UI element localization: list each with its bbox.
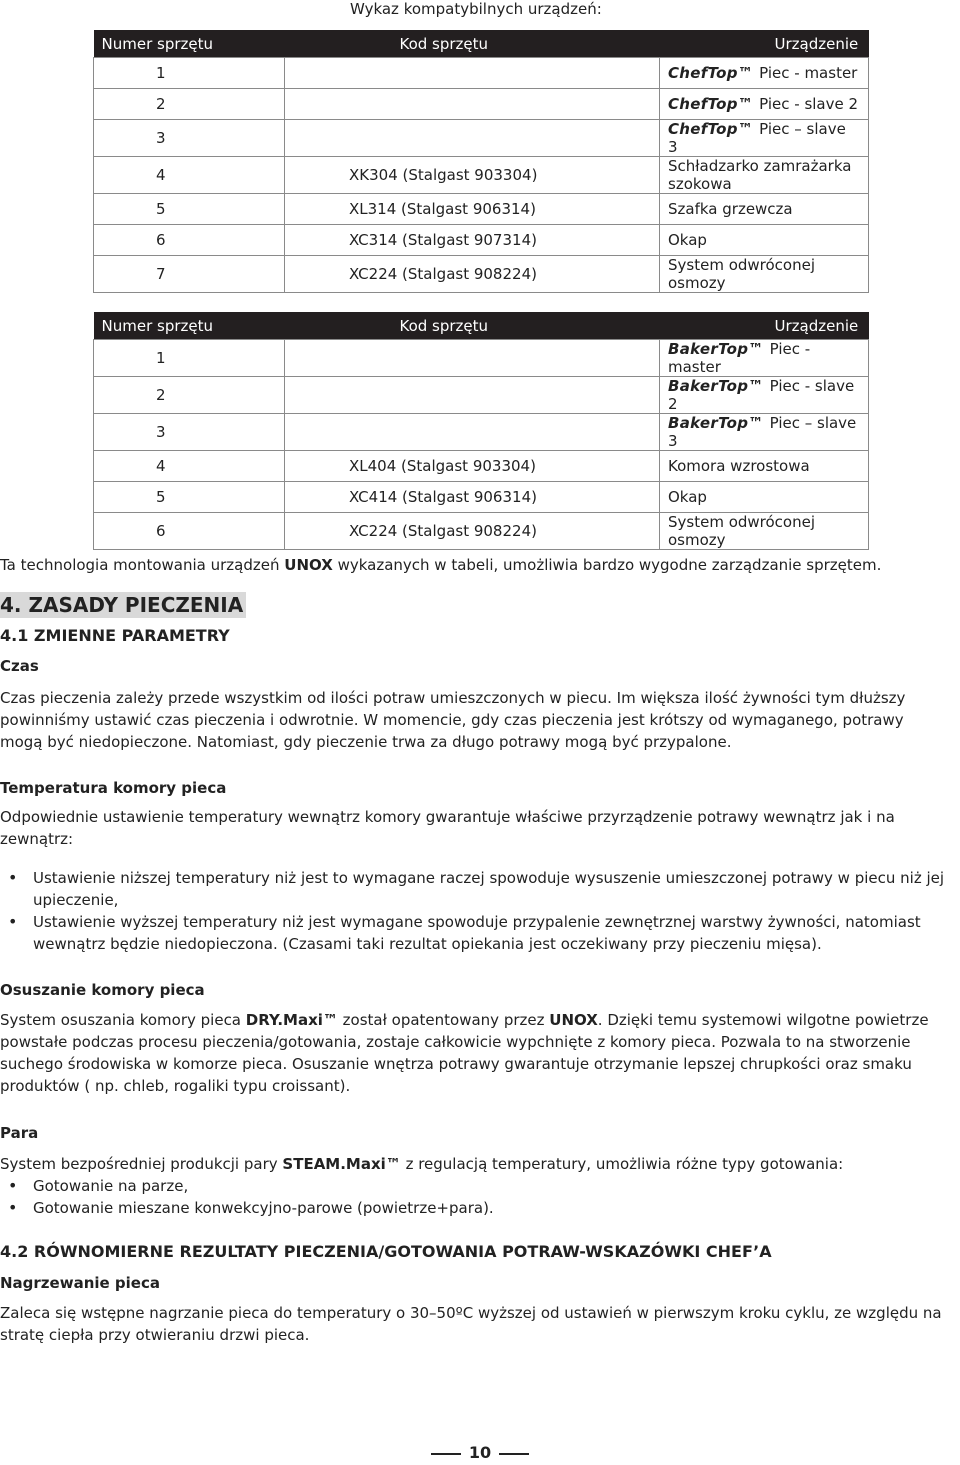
device-cell [660,256,869,293]
header-equipment-code: Kod sprzętu [285,30,660,58]
nagrzewanie-heading: Nagrzewanie pieca [0,1274,160,1292]
osuszanie-heading: Osuszanie komory pieca [0,981,205,999]
table-row [94,89,869,120]
product-brand: ChefTop™ [668,95,754,113]
equipment-number-cell: 6 [94,513,285,550]
table-row [94,194,869,225]
device-name: Komora wzrostowa [668,457,810,475]
page-footer [0,1443,960,1462]
device-name: Schładzarko zamrażarka szokowa [668,157,852,193]
equipment-number-cell: 1 [94,58,285,89]
device-cell [660,89,869,120]
header-device: Urządzenie [660,30,869,58]
table-row [94,58,869,89]
list-item: • Ustawienie wyższej temperatury niż jest wymagane spowoduje przypalenie zewnętrznej warstwy żywności, natomiast wewnątrz będzie niedopieczona. (Czasami taki rezultat opiekania jest oczekiwany przy pieczeniu mięsa). [0,911,950,955]
product-brand: ChefTop™ [668,64,754,82]
device-name: Piec – slave 3 [668,414,857,450]
equipment-number-cell: 7 [94,256,285,293]
osuszanie-paragraph: System osuszania komory pieca DRY.Maxi™ został opatentowany przez UNOX. Dzięki temu systemowi wilgotne powietrze powstałe podczas procesu pieczenia/gotowania, zostaje całkowicie wypchnięte z komory pieca. Pozwala to na stworzenie suchego środowiska w komorze pieca. Osuszanie wnętrza potrawy gwarantuje otrzymanie lepszej chrupkości oraz smaku produktów ( np. chleb, rogaliki typu croissant). [0,1011,929,1095]
table-row [94,377,869,414]
device-cell [660,340,869,377]
device-name: System odwróconej osmozy [668,256,816,292]
table-header-row [94,30,869,58]
page-number: 10 [468,1443,492,1462]
device-name: Piec - master [668,340,811,376]
section-4-2-title: 4.2 RÓWNOMIERNE REZULTATY PIECZENIA/GOTOWANIA POTRAW-WSKAZÓWKI CHEF’A [0,1242,772,1261]
device-name: Okap [668,231,707,249]
section-4-title: 4. ZASADY PIECZENIA [0,592,246,618]
equipment-number-cell: 2 [94,377,285,414]
section-4-1-title: 4.1 ZMIENNE PARAMETRY [0,626,230,645]
equipment-code-cell: XC224 (Stalgast 908224) [285,513,660,550]
equipment-number-cell: 4 [94,157,285,194]
device-cell [660,451,869,482]
table-row [94,482,869,513]
bakertop-compatibility-table [93,312,869,550]
temperatura-heading: Temperatura komory pieca [0,779,227,797]
header-equipment-code: Kod sprzętu [285,312,660,340]
cheftop-compatibility-table [93,30,869,293]
footer-dash-right [499,1453,529,1455]
table-row [94,120,869,157]
device-name: Piec - master [759,64,858,82]
list-item: • Gotowanie mieszane konwekcyjno-parowe (powietrze+para). [0,1197,950,1219]
table-row [94,513,869,550]
header-equipment-number: Numer sprzętu [94,30,285,58]
equipment-number-cell: 2 [94,89,285,120]
header-equipment-number: Numer sprzętu [94,312,285,340]
table-row [94,340,869,377]
footer-dash-left [431,1453,461,1455]
equipment-number-cell: 6 [94,225,285,256]
czas-paragraph: Czas pieczenia zależy przede wszystkim od ilości potraw umieszczonych w piecu. Im większa ilość żywności tym dłuższy powinniśmy ustawić czas pieczenia i odwrotnie. W momencie, gdy czas pieczenia jest krótszy od wymaganego, potrawy mogą być niedopieczone. Natomiast, gdy pieczenie trwa za długo potrawy mogą być przypalone. [0,689,906,751]
equipment-code-cell: XC314 (Stalgast 907314) [285,225,660,256]
temperatura-paragraph: Odpowiednie ustawienie temperatury wewnątrz komory gwarantuje właściwe przyrządzenie potrawy wewnątrz jak i na zewnątrz: [0,808,895,848]
product-brand: ChefTop™ [668,120,754,138]
equipment-code-cell: XK304 (Stalgast 903304) [285,157,660,194]
equipment-code-cell [285,340,660,377]
table-header-row [94,312,869,340]
equipment-code-cell [285,377,660,414]
device-cell [660,377,869,414]
para-heading: Para [0,1124,39,1142]
table-row [94,157,869,194]
device-name: Okap [668,488,707,506]
table-row [94,414,869,451]
device-name: Szafka grzewcza [668,200,793,218]
table-row [94,225,869,256]
product-brand: BakerTop™ [668,340,764,358]
table-caption: Wykaz kompatybilnych urządzeń: [350,0,602,18]
list-item: • Ustawienie niższej temperatury niż jest to wymagane raczej spowoduje wysuszenie umieszczonej potrawy w piecu niż jej upieczenie, [0,867,950,911]
device-cell [660,58,869,89]
device-cell [660,513,869,550]
equipment-code-cell: XL404 (Stalgast 903304) [285,451,660,482]
device-cell [660,194,869,225]
table-row [94,256,869,293]
list-item: • Gotowanie na parze, [0,1175,950,1197]
device-cell [660,225,869,256]
device-cell [660,157,869,194]
device-name: Piec - slave 2 [759,95,859,113]
device-cell [660,414,869,451]
temperatura-bullet-list [0,867,950,955]
product-brand: BakerTop™ [668,414,764,432]
device-cell [660,120,869,157]
para-paragraph: System bezpośredniej produkcji pary STEAM.Maxi™ z regulacją temperatury, umożliwia różne typy gotowania: • Gotowanie na parze, • Gotowanie mieszane konwekcyjno-parowe (powietrze+para). [0,1153,950,1219]
equipment-code-cell: XL314 (Stalgast 906314) [285,194,660,225]
device-name: Piec – slave 3 [668,120,846,156]
dry-maxi-brand: DRY.Maxi™ [245,1011,338,1029]
equipment-code-cell [285,89,660,120]
device-name: Piec - slave 2 [668,377,855,413]
unox-note: Ta technologia montowania urządzeń UNOX wykazanych w tabeli, umożliwia bardzo wygodne zarządzanie sprzętem. [0,556,882,574]
header-device: Urządzenie [660,312,869,340]
steam-maxi-brand: STEAM.Maxi™ [282,1155,401,1173]
equipment-code-cell: XC224 (Stalgast 908224) [285,256,660,293]
equipment-number-cell: 5 [94,482,285,513]
equipment-code-cell [285,414,660,451]
equipment-code-cell [285,58,660,89]
unox-brand: UNOX [284,556,333,574]
device-name: System odwróconej osmozy [668,513,816,549]
czas-heading: Czas [0,657,39,675]
equipment-code-cell [285,120,660,157]
nagrzewanie-paragraph: Zaleca się wstępne nagrzanie pieca do temperatury o 30–50ºC wyższej od ustawień w pierwszym kroku cyklu, ze względu na stratę ciepła przy otwieraniu drzwi pieca. [0,1304,942,1344]
product-brand: BakerTop™ [668,377,764,395]
equipment-number-cell: 3 [94,120,285,157]
equipment-number-cell: 5 [94,194,285,225]
equipment-code-cell: XC414 (Stalgast 906314) [285,482,660,513]
equipment-number-cell: 3 [94,414,285,451]
equipment-number-cell: 1 [94,340,285,377]
device-cell [660,482,869,513]
table-row [94,451,869,482]
unox-brand: UNOX [549,1011,598,1029]
equipment-number-cell: 4 [94,451,285,482]
